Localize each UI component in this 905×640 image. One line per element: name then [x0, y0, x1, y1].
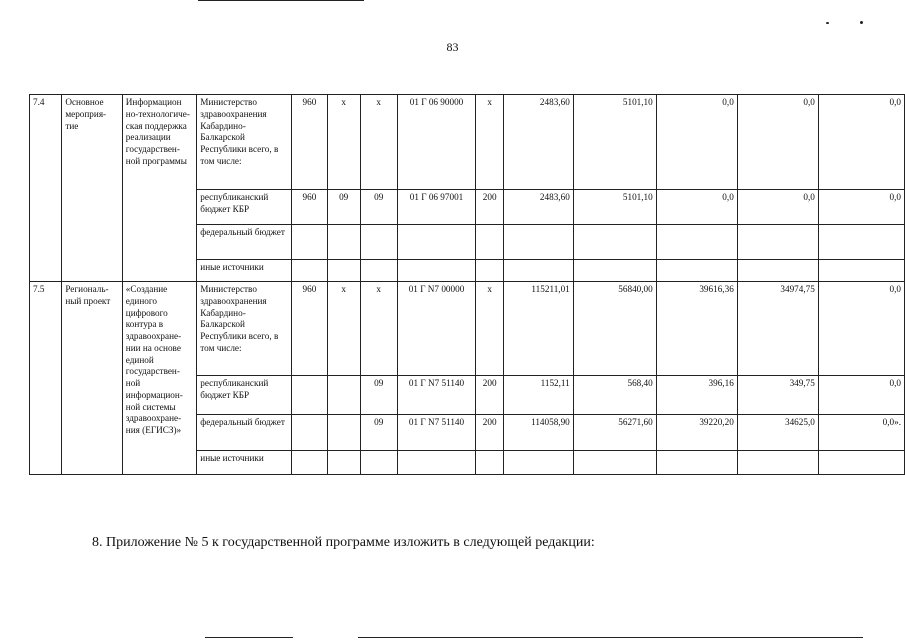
- vr-cell: 200: [476, 415, 504, 451]
- value-cell: 0,0: [818, 190, 904, 225]
- budget-table: [29, 94, 905, 475]
- value-cell: [656, 451, 737, 475]
- grbs-cell: 960: [292, 282, 327, 376]
- source-label: республиканский бюджет КБР: [197, 376, 292, 415]
- value-cell: 0,0: [818, 282, 904, 376]
- csr-cell: 01 Г N7 51140: [397, 415, 476, 451]
- pr-cell: x: [360, 282, 397, 376]
- row-name: Информацион но-технологиче-ская поддержка реализации государствен-ной программы: [122, 95, 196, 282]
- value-cell: [573, 451, 656, 475]
- value-cell: 34974,75: [737, 282, 818, 376]
- value-cell: 0,0: [737, 95, 818, 190]
- pr-cell: [360, 451, 397, 475]
- vr-cell: [476, 260, 504, 282]
- value-cell: [573, 225, 656, 260]
- grbs-cell: [292, 415, 327, 451]
- rz-cell: [327, 415, 360, 451]
- value-cell: 0,0».: [818, 415, 904, 451]
- csr-cell: 01 Г N7 51140: [397, 376, 476, 415]
- row-type: Региональ-ный проект: [62, 282, 122, 475]
- source-label: иные источники: [197, 260, 292, 282]
- value-cell: [656, 225, 737, 260]
- grbs-cell: [292, 376, 327, 415]
- grbs-cell: 960: [292, 95, 327, 190]
- row-type: Основное мероприя-тие: [62, 95, 122, 282]
- value-cell: [503, 225, 573, 260]
- scan-speck: [826, 22, 829, 24]
- source-label: федеральный бюджет: [197, 225, 292, 260]
- pr-cell: x: [360, 95, 397, 190]
- value-cell: 56840,00: [573, 282, 656, 376]
- pr-cell: 09: [360, 415, 397, 451]
- csr-cell: [397, 225, 476, 260]
- rz-cell: [327, 260, 360, 282]
- table-row: [30, 95, 905, 190]
- row-name: «Создание единого цифрового контура в здравоохране-нии на основе единой государствен-ной информацион-ной системы здравоохране-ния (ЕГИСЗ)»: [122, 282, 196, 475]
- value-cell: 5101,10: [573, 95, 656, 190]
- value-cell: [737, 260, 818, 282]
- csr-cell: 01 Г N7 00000: [397, 282, 476, 376]
- source-label: Министерство здравоохранения Кабардино-Балкарской Республики всего, в том числе:: [197, 95, 292, 190]
- value-cell: [737, 225, 818, 260]
- value-cell: [818, 260, 904, 282]
- source-label: иные источники: [197, 451, 292, 475]
- row-number: 7.4: [30, 95, 62, 282]
- rz-cell: x: [327, 282, 360, 376]
- csr-cell: 01 Г 06 97001: [397, 190, 476, 225]
- grbs-cell: [292, 260, 327, 282]
- grbs-cell: 960: [292, 190, 327, 225]
- value-cell: 0,0: [656, 95, 737, 190]
- rz-cell: [327, 225, 360, 260]
- value-cell: 34625,0: [737, 415, 818, 451]
- scan-speck: [860, 21, 863, 24]
- value-cell: [503, 451, 573, 475]
- pr-cell: [360, 225, 397, 260]
- value-cell: 114058,90: [503, 415, 573, 451]
- value-cell: 2483,60: [503, 190, 573, 225]
- source-label: федеральный бюджет: [197, 415, 292, 451]
- grbs-cell: [292, 451, 327, 475]
- value-cell: 56271,60: [573, 415, 656, 451]
- value-cell: 115211,01: [503, 282, 573, 376]
- value-cell: 1152,11: [503, 376, 573, 415]
- source-label: республиканский бюджет КБР: [197, 190, 292, 225]
- csr-cell: [397, 451, 476, 475]
- value-cell: 2483,60: [503, 95, 573, 190]
- csr-cell: 01 Г 06 90000: [397, 95, 476, 190]
- rz-cell: 09: [327, 190, 360, 225]
- rz-cell: [327, 451, 360, 475]
- vr-cell: 200: [476, 376, 504, 415]
- value-cell: [573, 260, 656, 282]
- value-cell: 39220,20: [656, 415, 737, 451]
- bottom-rule-left: [205, 637, 293, 638]
- pr-cell: 09: [360, 376, 397, 415]
- value-cell: 0,0: [656, 190, 737, 225]
- table-row: [30, 282, 905, 376]
- vr-cell: 200: [476, 190, 504, 225]
- value-cell: 5101,10: [573, 190, 656, 225]
- value-cell: 568,40: [573, 376, 656, 415]
- value-cell: 39616,36: [656, 282, 737, 376]
- row-number: 7.5: [30, 282, 62, 475]
- value-cell: [737, 451, 818, 475]
- top-rule: [198, 0, 364, 1]
- value-cell: 349,75: [737, 376, 818, 415]
- value-cell: 0,0: [737, 190, 818, 225]
- value-cell: [503, 260, 573, 282]
- csr-cell: [397, 260, 476, 282]
- amendment-paragraph: 8. Приложение № 5 к государственной программе изложить в следующей редакции:: [92, 535, 595, 550]
- rz-cell: [327, 376, 360, 415]
- rz-cell: x: [327, 95, 360, 190]
- grbs-cell: [292, 225, 327, 260]
- value-cell: 0,0: [818, 376, 904, 415]
- pr-cell: [360, 260, 397, 282]
- vr-cell: x: [476, 282, 504, 376]
- pr-cell: 09: [360, 190, 397, 225]
- value-cell: 396,16: [656, 376, 737, 415]
- value-cell: 0,0: [818, 95, 904, 190]
- bottom-rule-right: [358, 637, 863, 638]
- value-cell: [656, 260, 737, 282]
- vr-cell: x: [476, 95, 504, 190]
- vr-cell: [476, 451, 504, 475]
- value-cell: [818, 225, 904, 260]
- source-label: Министерство здравоохранения Кабардино-Балкарской Республики всего, в том числе:: [197, 282, 292, 376]
- page-number: 83: [446, 40, 459, 54]
- value-cell: [818, 451, 904, 475]
- vr-cell: [476, 225, 504, 260]
